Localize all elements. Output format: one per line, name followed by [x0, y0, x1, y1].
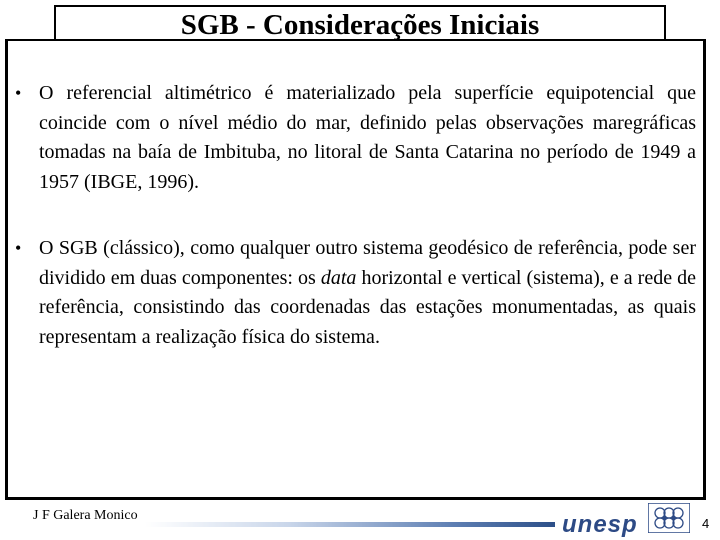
unesp-emblem-icon: [648, 503, 690, 533]
footer-rule: [145, 522, 555, 527]
bullet-marker-icon: •: [15, 83, 22, 103]
bullet-text: [39, 234, 696, 352]
bullet-text-part: horizontal e vertical (sistema), e a rede de referência, consistindo das coordenadas das estações monumentadas, as quais representam a realização física do sistema.: [39, 266, 697, 348]
bullet-text: O referencial altimétrico é materializado pela superfície equipotencial que coincide com o nível médio do mar, definido pelas observações maregráficas tomadas na baía de Imbituba, no litoral de Santa Catarina no período de 1949 a 1957 (IBGE, 1996).: [39, 82, 696, 193]
unesp-logo-text: unesp: [562, 511, 638, 538]
bullet-list: [15, 79, 696, 389]
bullet-text-italic: data: [320, 266, 357, 289]
bullet-item: [15, 79, 696, 197]
slide-title: SGB - Considerações Iniciais: [180, 9, 540, 41]
title-box: [54, 5, 666, 39]
page-number: 4: [702, 516, 710, 531]
bullet-text-part: O SGB (clássico), como qualquer outro sistema geodésico de referência, pode ser dividido em duas componentes: os: [39, 237, 696, 289]
footer-author: J F Galera Monico: [33, 508, 138, 523]
bullet-marker-icon: •: [15, 238, 22, 258]
bullet-item: [15, 234, 696, 352]
